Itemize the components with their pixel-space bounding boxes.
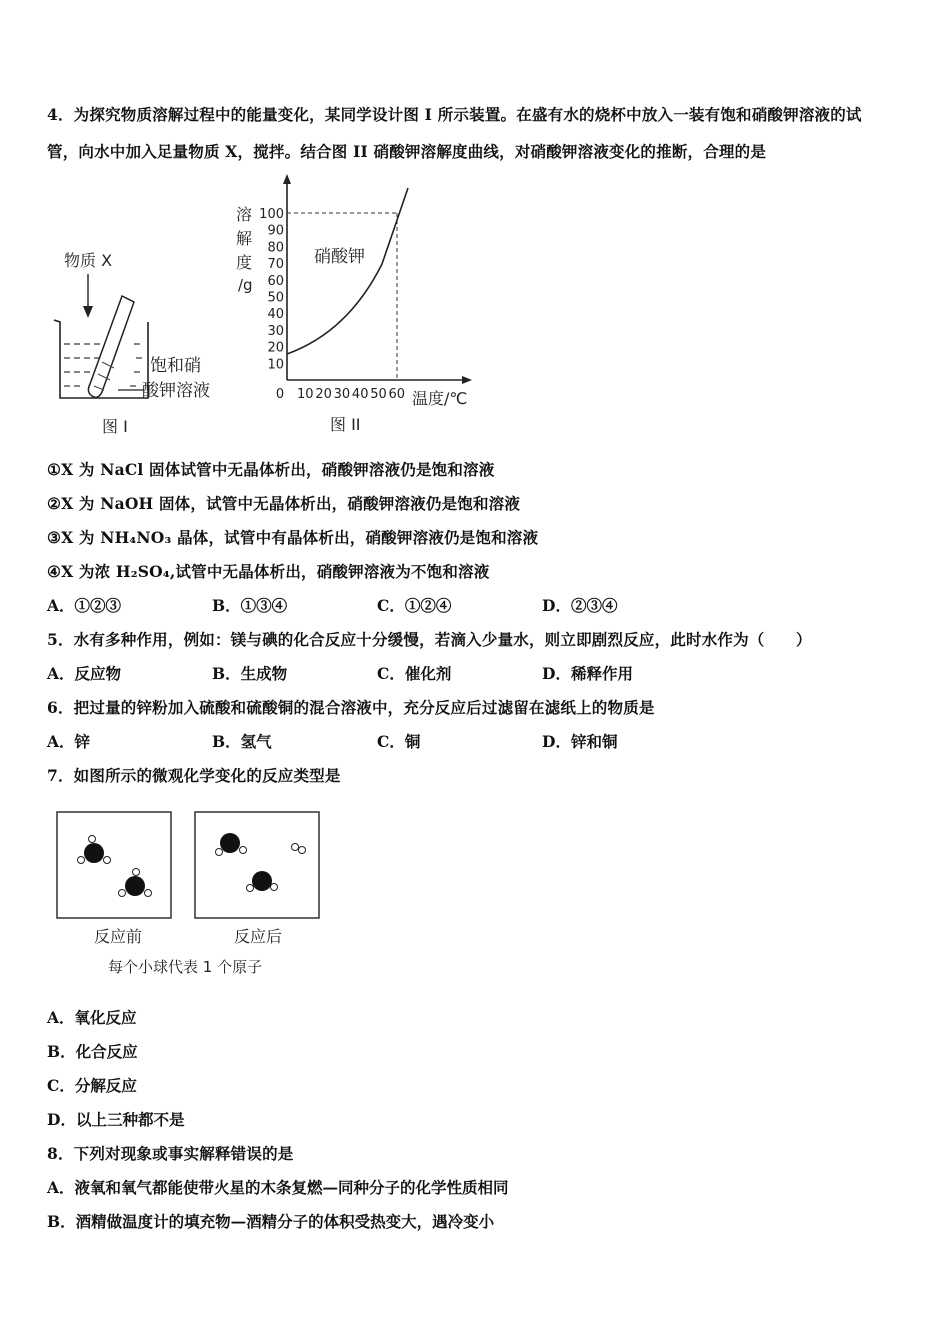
x-tick-label: 10: [297, 387, 314, 402]
kno3-solubility-curve: [287, 188, 408, 354]
solution-label-1: 饱和硝: [150, 356, 201, 376]
y-ticks: [259, 207, 284, 372]
y-tick-label: 20: [267, 340, 284, 356]
test-tube: [88, 296, 134, 397]
q4-option-d[interactable]: D．②③④: [542, 596, 618, 615]
substance-x-label: 物质 X: [64, 251, 113, 270]
q8-option-a[interactable]: A．液氧和氧气都能使带火星的木条复燃—同种分子的化学性质相同: [47, 1178, 509, 1197]
y-label-char: 度: [236, 253, 253, 272]
q4-stem-line1: 4．为探究物质溶解过程中的能量变化，某同学设计图 I 所示装置。在盛有水的烧杯中放入一装有饱和硝酸钾溶液的试: [47, 105, 862, 124]
x-tick-label: 40: [351, 387, 369, 402]
y-tick-label: 10: [267, 357, 284, 373]
y-tick-label: 30: [267, 323, 284, 339]
y-axis-arrow: [283, 174, 291, 184]
x-axis-label: 温度/℃: [412, 389, 468, 408]
after-box: [195, 812, 319, 918]
y-label-char: 解: [236, 229, 253, 248]
q7-stem: 7．如图所示的微观化学变化的反应类型是: [47, 766, 341, 785]
figure-1-apparatus: [40, 240, 240, 445]
solution-label-2: 酸钾溶液: [142, 381, 210, 401]
q5-stem: 5．水有多种作用，例如：镁与碘的化合反应十分缓慢，若滴入少量水，则立即剧烈反应，此时水作为（ ）: [47, 630, 812, 649]
y-tick-label: 80: [267, 240, 284, 256]
figure-1-caption: 图 I: [102, 417, 128, 436]
q4-statement-3: ③X 为 NH₄NO₃ 晶体，试管中有晶体析出，硝酸钾溶液仍是饱和溶液: [47, 528, 539, 547]
x-ticks: [276, 387, 405, 402]
q6-option-d[interactable]: D．锌和铜: [542, 732, 618, 751]
x-tick-label: 20: [315, 387, 332, 402]
curve-label: 硝酸钾: [314, 247, 365, 267]
q6-option-c[interactable]: C．铜: [377, 732, 421, 751]
x-tick-label: 60: [388, 387, 406, 402]
y-label-char: /g: [238, 276, 253, 294]
y-tick-label: 50: [267, 290, 284, 306]
q6-stem: 6．把过量的锌粉加入硫酸和硫酸铜的混合溶液中，充分反应后过滤留在滤纸上的物质是: [47, 698, 655, 717]
atom-note: 每个小球代表 1 个原子: [108, 958, 263, 976]
q4-statement-4: ④X 为浓 H₂SO₄,试管中无晶体析出，硝酸钾溶液为不饱和溶液: [47, 562, 490, 581]
x-tick-label: 0: [275, 387, 285, 402]
y-tick-label: 40: [267, 307, 284, 323]
q5-option-a[interactable]: A．反应物: [47, 664, 122, 683]
y-tick-label: 90: [267, 223, 284, 239]
q8-option-b[interactable]: B．酒精做温度计的填充物—酒精分子的体积受热变大，遇冷变小: [47, 1212, 495, 1231]
q4-statement-1: ①X 为 NaCl 固体试管中无晶体析出，硝酸钾溶液仍是饱和溶液: [47, 460, 495, 479]
q4-stem-line2: 管，向水中加入足量物质 X，搅拌。结合图 II 硝酸钾溶解度曲线，对硝酸钾溶液变化的推断，合理的是: [47, 142, 767, 161]
q7-option-d[interactable]: D．以上三种都不是: [47, 1110, 185, 1129]
figure-molecular-reaction: [50, 806, 330, 981]
y-label-char: 溶: [236, 205, 253, 224]
q7-option-b[interactable]: B．化合反应: [47, 1042, 138, 1061]
q4-option-a[interactable]: A．①②③: [47, 596, 122, 615]
y-tick-label: 100: [259, 207, 284, 222]
x-tick-label: 50: [370, 387, 387, 402]
q7-option-c[interactable]: C．分解反应: [47, 1076, 137, 1095]
q4-option-b[interactable]: B．①③④: [212, 596, 288, 615]
q4-statement-2: ②X 为 NaOH 固体，试管中无晶体析出，硝酸钾溶液仍是饱和溶液: [47, 494, 521, 513]
y-tick-label: 70: [267, 257, 284, 273]
y-tick-label: 60: [267, 273, 284, 289]
q4-option-c[interactable]: C．①②④: [377, 596, 452, 615]
x-axis-arrow: [462, 376, 472, 384]
q5-option-c[interactable]: C．催化剂: [377, 664, 452, 683]
y-axis-label: [236, 205, 253, 294]
figure-2-solubility-chart: [230, 172, 480, 444]
x-tick-label: 30: [333, 387, 351, 402]
figure-2-caption: 图 II: [330, 415, 361, 434]
q8-stem: 8．下列对现象或事实解释错误的是: [47, 1144, 294, 1163]
after-label: 反应后: [234, 927, 283, 946]
q5-option-d[interactable]: D．稀释作用: [542, 664, 633, 683]
before-label: 反应前: [94, 927, 143, 946]
before-box: [57, 812, 171, 918]
q5-option-b[interactable]: B．生成物: [212, 664, 288, 683]
q7-option-a[interactable]: A．氧化反应: [47, 1008, 137, 1027]
q6-option-a[interactable]: A．锌: [47, 732, 91, 751]
q6-option-b[interactable]: B．氢气: [212, 732, 272, 751]
arrow-head: [83, 306, 93, 318]
